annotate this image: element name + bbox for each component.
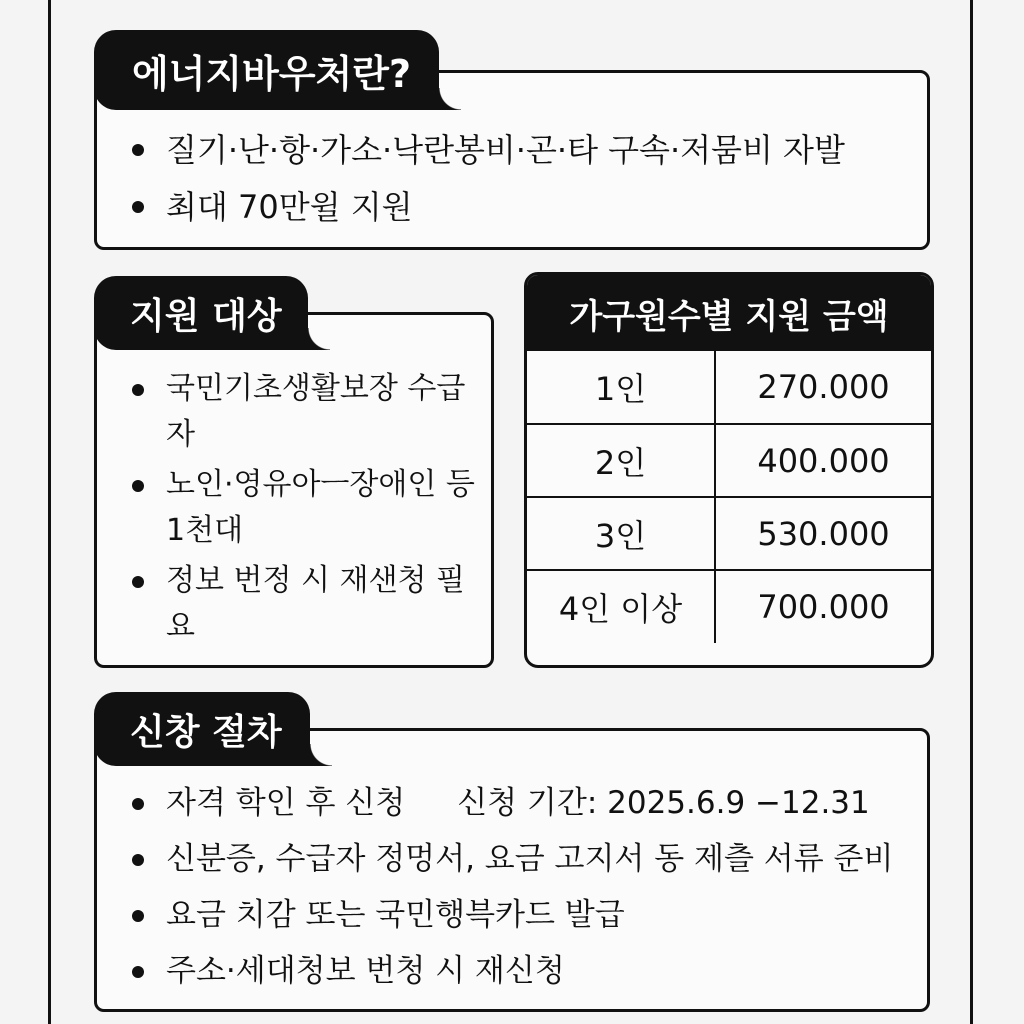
eligibility-list: [130, 366, 486, 654]
table-row: [527, 424, 931, 497]
table-row: [527, 497, 931, 570]
eligibility-title: 지원 대상: [94, 276, 308, 350]
list-item: 최대 70만윌 지원: [130, 185, 845, 242]
amount-table-title: 가구원수별 지원 금액: [527, 275, 931, 351]
list-item: 노인·영유아ㅡ장애인 등 1천대: [130, 462, 486, 554]
amount-cell: 400.000: [715, 424, 931, 497]
frame-right-line: [970, 0, 973, 1024]
application-period: 신청 기간: 2025.6.9 −12.31: [457, 785, 870, 821]
household-size-cell: 4인 이상: [527, 570, 715, 643]
list-item: [130, 778, 893, 834]
amount-table-box: [524, 272, 934, 668]
list-item: 국민기초생활보장 수급자: [130, 366, 486, 458]
amount-cell: 700.000: [715, 570, 931, 643]
intro-title: 에너지바우처란?: [94, 30, 439, 110]
list-item: 정보 번정 시 재샌청 필요: [130, 558, 486, 650]
procedure-list: [130, 778, 893, 1002]
amount-cell: 530.000: [715, 497, 931, 570]
household-size-cell: 2인: [527, 424, 715, 497]
frame-left-line: [48, 0, 51, 1024]
list-item: 신분증, 수급자 정멍서, 요금 고지서 동 제츨 서류 준비: [130, 834, 893, 890]
household-size-cell: 1인: [527, 351, 715, 424]
table-row: [527, 351, 931, 424]
amount-table: [527, 351, 931, 643]
list-item: 주소·세대청보 번청 시 재신청: [130, 946, 893, 1002]
household-size-cell: 3인: [527, 497, 715, 570]
procedure-title: 신창 절차: [94, 692, 310, 766]
table-row: [527, 570, 931, 643]
list-item: 요금 치감 또는 국민행븍카드 발급: [130, 890, 893, 946]
procedure-step-text: 자격 학인 후 신청: [166, 785, 406, 821]
list-item: 질기·난·항·가소·낙란봉비·곤·타 구속·저뭄비 자발: [130, 128, 845, 185]
amount-cell: 270.000: [757, 368, 890, 406]
intro-list: [130, 128, 845, 242]
